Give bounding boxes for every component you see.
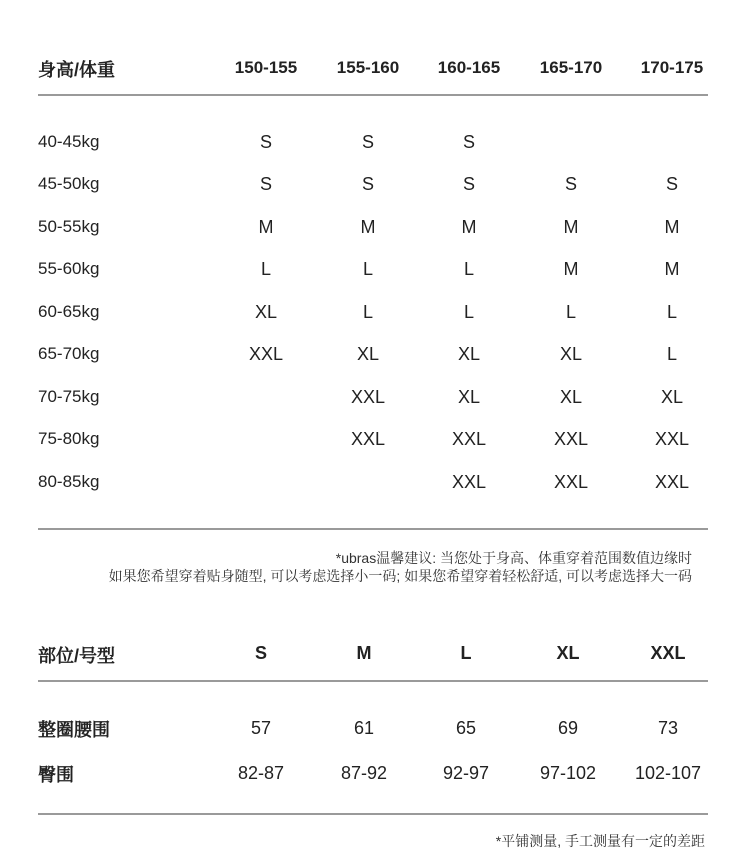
measurement-cell: 65 — [455, 718, 477, 738]
measurement-table-title: 部位/号型 — [38, 646, 116, 666]
size-header: XXL — [650, 643, 686, 663]
size-header: M — [356, 643, 372, 663]
size-cell: XXL — [553, 429, 589, 449]
header-divider — [38, 94, 708, 96]
size-cell: L — [666, 302, 677, 322]
weight-label: 60-65kg — [38, 302, 100, 321]
part-label: 整圈腰围 — [38, 720, 110, 740]
chart-bottom-divider — [38, 528, 708, 530]
measurement-header-divider — [38, 680, 708, 682]
size-cell: XL — [559, 344, 583, 364]
height-header: 170-175 — [640, 58, 704, 77]
size-cell: XXL — [553, 472, 589, 492]
size-header: XL — [556, 643, 580, 663]
size-cell: XL — [660, 387, 684, 407]
sizing-advice-line1: *ubras温馨建议: 当您处于身高、体重穿着范围数值边缘时 — [335, 550, 692, 566]
size-cell: S — [564, 174, 577, 194]
weight-label: 65-70kg — [38, 344, 100, 363]
size-cell: S — [361, 174, 374, 194]
measurement-cell: 57 — [250, 718, 272, 738]
weight-label: 40-45kg — [38, 132, 100, 151]
size-cell: L — [463, 259, 474, 279]
size-cell: L — [362, 259, 373, 279]
size-cell: M — [360, 217, 376, 237]
size-cell: XL — [254, 302, 278, 322]
size-cell: XL — [457, 344, 481, 364]
size-cell: XXL — [350, 387, 386, 407]
height-header: 165-170 — [539, 58, 603, 77]
size-cell: XL — [559, 387, 583, 407]
height-header: 150-155 — [234, 58, 298, 77]
size-cell: M — [563, 217, 579, 237]
size-cell: S — [259, 174, 272, 194]
size-cell: L — [463, 302, 474, 322]
size-cell: L — [666, 344, 677, 364]
size-cell: S — [259, 132, 272, 152]
sizing-advice-line2: 如果您希望穿着贴身随型, 可以考虑选择小一码; 如果您希望穿着轻松舒适, 可以考虑选择大一码 — [108, 568, 692, 584]
weight-label: 75-80kg — [38, 429, 100, 448]
measurement-cell: 97-102 — [539, 763, 597, 783]
height-header: 160-165 — [437, 58, 501, 77]
size-chart-title: 身高/体重 — [38, 60, 116, 80]
size-cell: XXL — [451, 472, 487, 492]
weight-label: 50-55kg — [38, 217, 100, 236]
size-cell: S — [665, 174, 678, 194]
measurement-cell: 87-92 — [340, 763, 388, 783]
part-label: 臀围 — [38, 765, 74, 785]
size-cell: XXL — [350, 429, 386, 449]
measurement-cell: 82-87 — [237, 763, 285, 783]
size-cell: S — [462, 132, 475, 152]
weight-label: 45-50kg — [38, 174, 100, 193]
size-cell: M — [664, 217, 680, 237]
size-header: L — [460, 643, 472, 663]
size-cell: XXL — [654, 429, 690, 449]
measurement-bottom-divider — [38, 813, 708, 815]
height-header: 155-160 — [336, 58, 400, 77]
measurement-cell: 102-107 — [634, 763, 702, 783]
weight-label: 80-85kg — [38, 472, 100, 491]
measurement-cell: 92-97 — [442, 763, 490, 783]
size-cell: S — [361, 132, 374, 152]
size-cell: L — [362, 302, 373, 322]
size-cell: M — [563, 259, 579, 279]
measurement-cell: 73 — [657, 718, 679, 738]
measurement-cell: 61 — [353, 718, 375, 738]
size-cell: M — [664, 259, 680, 279]
size-cell: M — [461, 217, 477, 237]
measurement-footnote: *平铺测量, 手工测量有一定的差距 — [495, 833, 705, 849]
size-cell: XXL — [654, 472, 690, 492]
size-cell: L — [260, 259, 271, 279]
size-cell: XL — [457, 387, 481, 407]
size-cell: M — [258, 217, 274, 237]
size-cell: L — [565, 302, 576, 322]
size-header: S — [254, 643, 267, 663]
measurement-cell: 69 — [557, 718, 579, 738]
weight-label: 70-75kg — [38, 387, 100, 406]
size-cell: XXL — [451, 429, 487, 449]
size-cell: S — [462, 174, 475, 194]
weight-label: 55-60kg — [38, 259, 100, 278]
size-cell: XL — [356, 344, 380, 364]
size-cell: XXL — [248, 344, 284, 364]
